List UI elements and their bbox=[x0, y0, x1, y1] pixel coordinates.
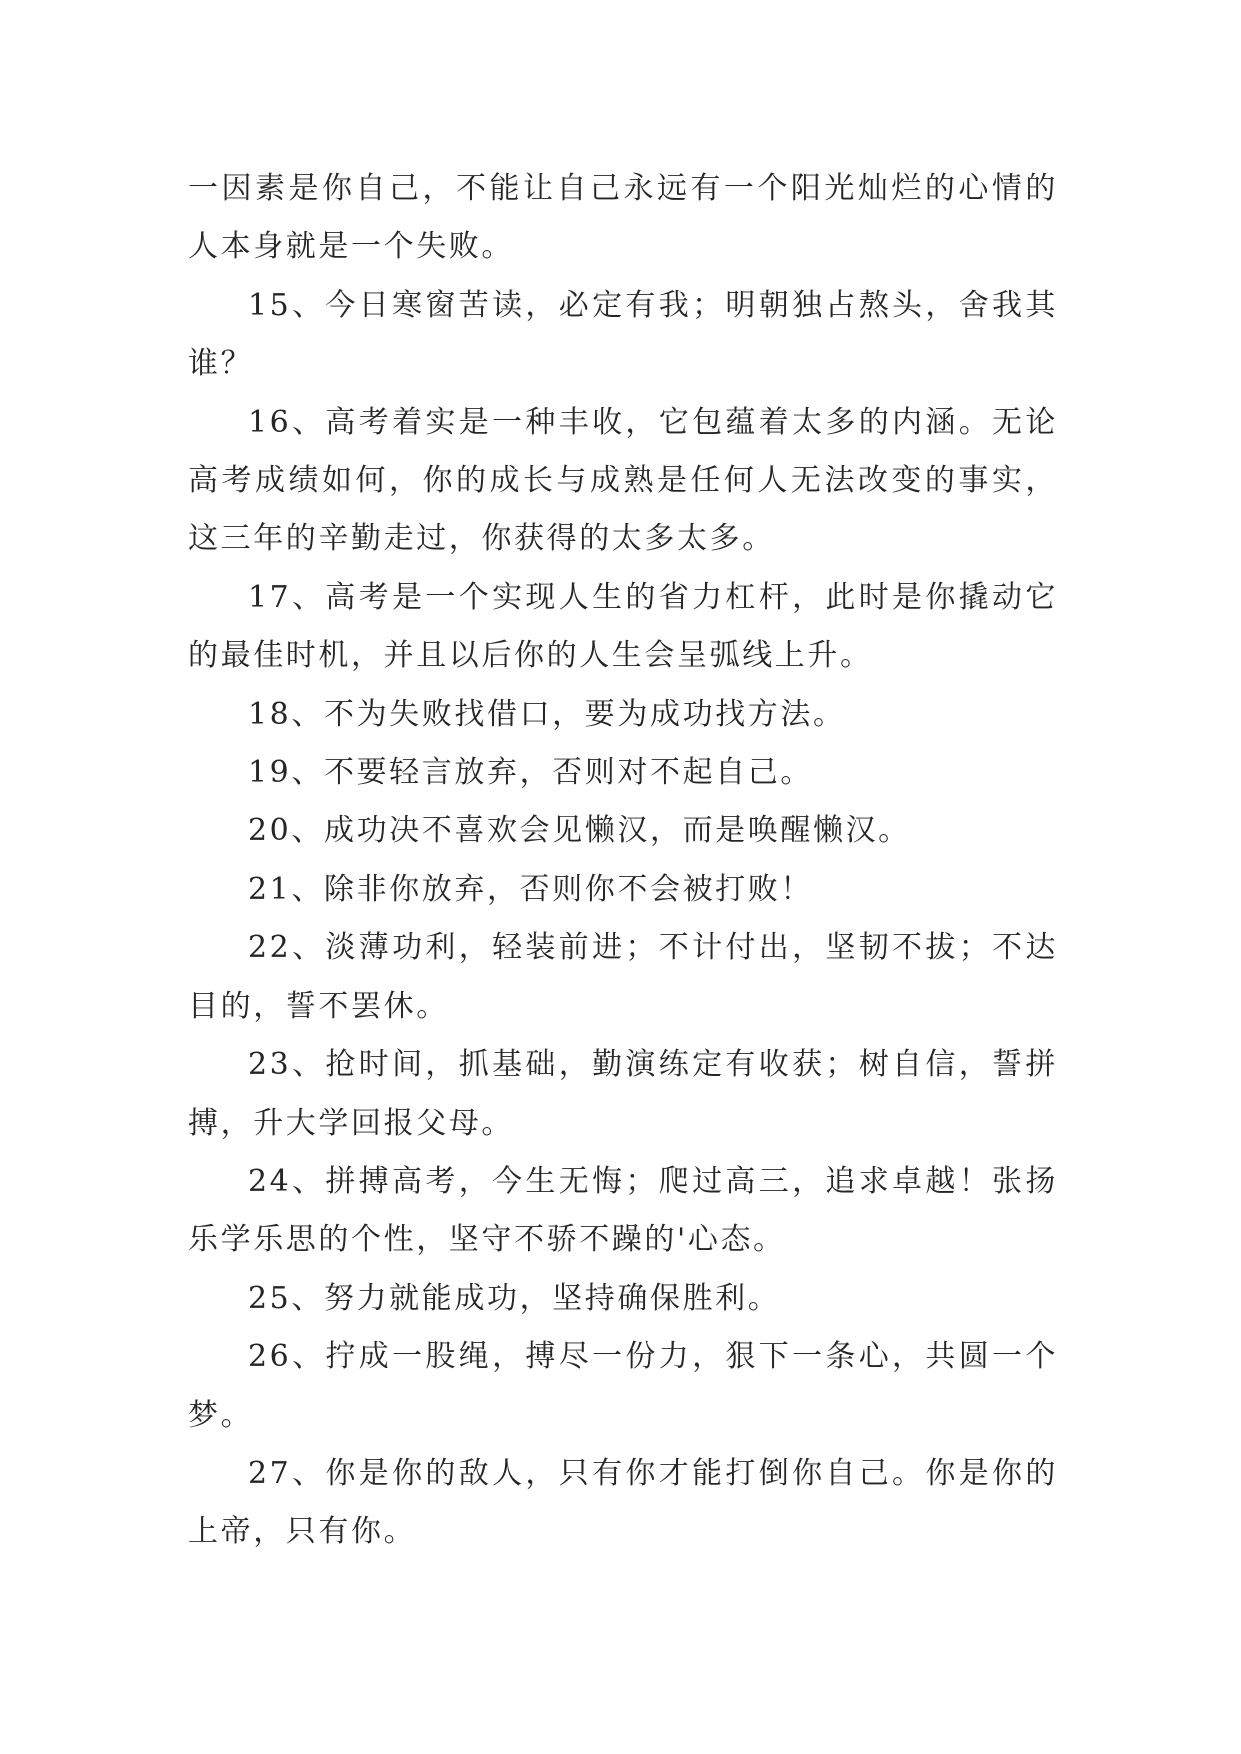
paragraph-item-17: 17、高考是一个实现人生的省力杠杆，此时是你撬动它的最佳时机，并且以后你的人生会呈弧线上升。 bbox=[188, 579, 1058, 674]
paragraph-item-21: 21、除非你放弃，否则你不会被打败！ bbox=[248, 871, 813, 907]
paragraph-item-24: 24、拼搏高考，今生无悔；爬过高三，追求卓越！张扬乐学乐思的个性，坚守不骄不躁的'心态。 bbox=[188, 1163, 1058, 1258]
paragraph-continuation: 一因素是你自己，不能让自己永远有一个阳光灿烂的心情的人本身就是一个失败。 bbox=[188, 171, 1058, 265]
paragraph-item-27: 27、你是你的敌人，只有你才能打倒你自己。你是你的上帝，只有你。 bbox=[188, 1455, 1058, 1550]
paragraph-item-26: 26、拧成一股绳，搏尽一份力，狠下一条心，共圆一个梦。 bbox=[188, 1339, 1058, 1433]
paragraph-item-22: 22、淡薄功利，轻装前进；不计付出，坚韧不拔；不达目的，誓不罢休。 bbox=[188, 930, 1058, 1024]
paragraph-item-15: 15、今日寒窗苦读，必定有我；明朝独占熬头，舍我其谁？ bbox=[188, 287, 1058, 382]
paragraph-item-16: 16、高考着实是一种丰收，它包蕴着太多的内涵。无论高考成绩如何，你的成长与成熟是任何人无法改变的事实，这三年的辛勤走过，你获得的太多太多。 bbox=[188, 404, 1058, 557]
document-body bbox=[188, 160, 1058, 1562]
paragraph-item-19: 19、不要轻言放弃，否则对不起自己。 bbox=[248, 755, 813, 791]
paragraph-item-25: 25、努力就能成功，坚持确保胜利。 bbox=[248, 1280, 781, 1316]
paragraph-item-20: 20、成功决不喜欢会见懒汉，而是唤醒懒汉。 bbox=[248, 813, 911, 849]
paragraph-item-18: 18、不为失败找借口，要为成功找方法。 bbox=[248, 696, 846, 732]
paragraph-item-23: 23、抢时间，抓基础，勤演练定有收获；树自信，誓拼搏，升大学回报父母。 bbox=[188, 1047, 1058, 1141]
